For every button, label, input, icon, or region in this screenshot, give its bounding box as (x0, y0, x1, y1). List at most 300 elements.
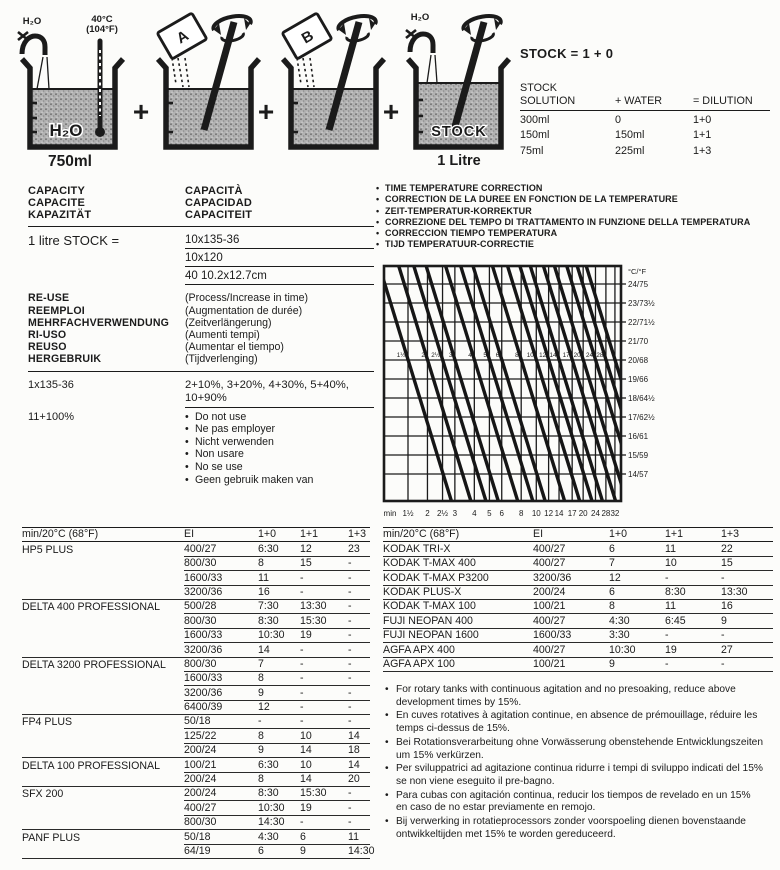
list-item-text: CORREZIONE DEL TEMPO DI TRATTAMENTO IN FUNZIONE DELLA TEMPERATURA (385, 216, 751, 227)
bullet-icon: • (185, 460, 189, 473)
dev-time-cell: - (300, 644, 348, 658)
dev-time-cell: - (258, 715, 300, 729)
dev-time-cell: 14:30 (258, 816, 300, 830)
film-name-cell: KODAK PLUS-X (383, 586, 533, 600)
dev-time-cell: - (300, 658, 348, 672)
table-row (22, 844, 375, 859)
do-not-use-list (185, 408, 374, 487)
dev-time-cell: 13:30 (721, 586, 773, 600)
dev-time-cell: 50/18 (184, 831, 258, 845)
dev-time-cell: 400/27 (533, 615, 609, 629)
bullet-icon: • (376, 183, 380, 193)
dev-time-cell: 8 (258, 557, 300, 571)
bullet-icon: • (385, 684, 389, 695)
dev-time-cell: 6 (258, 845, 300, 859)
table-row (383, 658, 773, 672)
table-row (22, 557, 370, 571)
table-row (22, 629, 370, 643)
svg-text:19/66: 19/66 (628, 375, 649, 384)
thermometer-temp-c: 40°C (91, 14, 113, 25)
table-row (22, 672, 370, 686)
bullet-icon: • (185, 448, 189, 461)
list-item: KAPAZITÄT (28, 208, 92, 221)
dilution-cell: 75ml (520, 144, 544, 157)
stock-capacity-label: 1 litre STOCK = (28, 233, 120, 249)
table-header-cell: min/20°C (68°F) (383, 528, 533, 542)
list-item: CAPACITEIT (185, 208, 253, 221)
table-header-cell: 1+3 (348, 528, 370, 542)
dev-time-cell: 6 (609, 586, 665, 600)
bullet-icon: • (185, 410, 189, 423)
dev-time-cell: 7 (258, 658, 300, 672)
table-header-cell: 1+1 (300, 528, 348, 542)
film-name-cell: PANF PLUS (22, 831, 81, 844)
dev-time-cell: 500/28 (184, 600, 258, 614)
dev-time-cell: 11 (665, 600, 721, 614)
list-item (185, 436, 374, 449)
bullet-icon: • (385, 789, 389, 801)
list-item (376, 239, 778, 250)
dev-time-cell: 3200/36 (184, 586, 258, 600)
dev-time-cell: 10 (665, 557, 721, 571)
dev-time-cell: 12 (258, 701, 300, 715)
svg-text:8: 8 (515, 352, 519, 359)
film-name-cell (22, 642, 184, 643)
beaker-part-a (157, 13, 259, 147)
film-name-cell (22, 656, 184, 658)
time-temp-diagonal-line (426, 266, 498, 501)
list-item (385, 684, 763, 709)
bullet-icon: • (385, 816, 389, 828)
svg-text:5: 5 (487, 509, 492, 518)
list-item: (Aumenti tempi) (185, 329, 260, 341)
dev-time-cell: 14 (258, 644, 300, 658)
dev-time-cell: 7 (609, 557, 665, 571)
dev-time-cell: 3200/36 (184, 687, 258, 701)
dev-time-cell: 14:30 (348, 844, 375, 857)
svg-text:15/59: 15/59 (628, 451, 649, 460)
dev-time-cell: 400/27 (533, 644, 609, 658)
dev-time-cell: 200/24 (184, 787, 258, 801)
dev-time-cell: - (721, 658, 773, 672)
dev-time-cell: 12 (300, 543, 348, 557)
dev-times-table-other-brands (383, 527, 773, 672)
film-name-cell (22, 785, 184, 787)
dilution-cell: 150ml (615, 129, 645, 141)
beaker-part-b (282, 13, 384, 147)
svg-text:12: 12 (539, 352, 547, 359)
list-item-text: For rotary tanks with continuous agitation and no presoaking, reduce above development times by 15%. (396, 684, 736, 708)
time-temp-diagonal-line (473, 266, 545, 501)
dev-time-cell: 9 (300, 845, 348, 859)
dev-time-cell: 16 (258, 586, 300, 600)
svg-text:12: 12 (544, 509, 554, 518)
film-name-cell: HP5 PLUS (22, 543, 74, 556)
dev-time-cell: 10 (300, 730, 348, 744)
dev-time-cell: 15:30 (300, 787, 348, 801)
list-item-text: Per sviluppatrici ad agitazione continua ridurre i tempi di sviluppo indicati del 15% se non viene eseguito il pre-bagno. (396, 763, 763, 787)
capacity-heading-left (28, 186, 185, 221)
table-header-cell: 1+0 (609, 528, 665, 542)
film-name-cell: KODAK TRI-X (383, 543, 533, 557)
table-row (383, 614, 773, 628)
reuse-labels (28, 292, 185, 365)
dev-time-cell: - (300, 816, 348, 830)
dev-time-cell: 800/30 (184, 557, 258, 571)
list-item-text: TIJD TEMPERATUUR-CORRECTIE (385, 239, 534, 250)
dilution-cell: 225ml (615, 144, 645, 157)
dilution-header-line1: STOCK (520, 82, 557, 94)
list-item-text: Para cubas con agitación continua, reducir los tiempos de revelado en un 15% en caso de no estar previamente en remojo. (396, 789, 751, 814)
svg-text:20/68: 20/68 (628, 356, 649, 365)
dev-time-cell: 3200/36 (533, 572, 609, 586)
dev-time-cell: 50/18 (184, 715, 258, 729)
dev-time-cell: - (348, 644, 370, 658)
dev-time-cell: 100/21 (184, 759, 258, 773)
dev-time-cell: - (348, 557, 370, 571)
film-name-cell: DELTA 400 PROFESSIONAL (22, 601, 160, 614)
film-name-cell: DELTA 100 PROFESSIONAL (22, 759, 160, 772)
time-temperature-chart (382, 264, 682, 529)
dev-time-cell: 6 (300, 831, 348, 845)
dev-time-cell: 3:30 (609, 629, 665, 643)
dev-time-cell: 400/27 (184, 802, 258, 816)
chemical-packet-a-icon (157, 13, 207, 59)
dev-time-cell: 18 (348, 744, 370, 758)
dev-time-cell: - (665, 658, 721, 672)
film-name-cell (22, 700, 184, 701)
dev-time-cell: 400/27 (184, 543, 258, 557)
table-row (22, 715, 370, 729)
list-item-text: TIME TEMPERATURE CORRECTION (385, 183, 543, 193)
dev-time-cell: 1600/33 (533, 629, 609, 643)
time-temperature-heading-list (376, 183, 778, 251)
reuse-row2-label: 11+100% (28, 410, 74, 423)
dev-time-cell: 800/30 (184, 615, 258, 629)
list-item: REUSO (28, 341, 67, 354)
dev-time-cell: 12 (609, 572, 665, 586)
dev-time-cell: 22 (721, 543, 773, 557)
dev-time-cell: 19 (300, 629, 348, 643)
svg-text:24/75: 24/75 (628, 280, 649, 289)
dev-time-cell: - (348, 572, 370, 586)
dilution-table-header (520, 82, 770, 111)
dev-time-cell: 64/19 (184, 845, 258, 859)
list-item-text: Do not use (195, 410, 247, 423)
bullet-icon: • (385, 710, 389, 722)
dev-time-cell: 11 (665, 543, 721, 557)
dev-time-cell: 19 (665, 644, 721, 658)
dev-time-cell: 200/24 (184, 744, 258, 758)
pour-stream-a (172, 58, 189, 87)
table-header-row (22, 527, 370, 542)
dev-times-table-ilford (22, 527, 375, 859)
svg-text:4: 4 (468, 352, 472, 359)
table-header-cell: 1+1 (665, 528, 721, 542)
list-item-text: Non usare (195, 448, 244, 461)
dev-time-cell: 8:30 (665, 586, 721, 600)
plus-sign-2: + (257, 96, 275, 127)
dilution-cell: 1+0 (693, 113, 712, 126)
dev-time-cell: 13:30 (300, 600, 348, 614)
list-item (185, 461, 374, 474)
dev-time-cell: 200/24 (184, 773, 258, 787)
table-row (22, 816, 370, 830)
list-item: (Aumentar el tiempo) (185, 341, 284, 354)
divider (28, 226, 374, 227)
film-name-cell: AGFA APX 400 (383, 644, 533, 658)
dev-time-cell: - (300, 715, 348, 729)
time-temp-diagonal-line (461, 266, 533, 501)
list-item (385, 737, 763, 762)
film-name-cell: KODAK T-MAX 100 (383, 600, 533, 614)
dev-time-cell: 23 (348, 543, 370, 557)
table-row (22, 830, 370, 844)
table-header-cell: min/20°C (68°F) (22, 528, 184, 542)
dev-time-cell: 8 (258, 672, 300, 686)
film-name-cell (22, 756, 184, 758)
film-name-cell: AGFA APX 100 (383, 658, 533, 672)
film-name-cell: DELTA 3200 PROFESSIONAL (22, 658, 166, 671)
dev-time-cell: - (348, 816, 370, 830)
list-item: REEMPLOI (28, 304, 85, 317)
svg-text:17: 17 (567, 509, 577, 518)
bullet-icon: • (376, 216, 380, 227)
dev-time-cell: 20 (348, 773, 370, 787)
table-header-cell: 1+3 (721, 528, 773, 542)
dilution-cell: 300ml (520, 113, 550, 126)
mixing-diagram (10, 8, 520, 178)
list-item-text: CORRECCION TIEMPO TEMPERATURA (385, 228, 558, 239)
dev-time-cell: - (348, 629, 370, 643)
dev-time-cell: 27 (721, 644, 773, 658)
list-item: (Augmentation de durée) (185, 304, 303, 317)
list-item: HERGEBRUIK (28, 353, 102, 366)
table-row (22, 586, 370, 600)
svg-text:2½: 2½ (436, 509, 449, 518)
capacity-section (28, 186, 374, 486)
tap-water-label: H₂O (410, 12, 430, 23)
list-item (185, 474, 374, 487)
film-name-cell (22, 570, 184, 571)
list-item (185, 411, 374, 424)
bullet-icon: • (385, 736, 389, 748)
dev-time-cell: - (348, 701, 370, 715)
list-item: 10x135-36 (185, 231, 374, 249)
beaker4-volume-label: 1 Litre (437, 153, 481, 169)
plus-sign-1: + (132, 96, 150, 127)
list-item: 40 10.2x12.7cm (185, 267, 374, 285)
packet-a-label: A (173, 27, 192, 48)
reuse-notes (185, 292, 374, 365)
dev-time-cell: 6 (609, 543, 665, 557)
dev-time-cell: 8:30 (258, 787, 300, 801)
plus-sign-3: + (382, 96, 400, 127)
water-tap-icon (406, 30, 437, 83)
list-item-text: No se use (195, 460, 243, 473)
bullet-icon: • (376, 228, 380, 239)
svg-text:3: 3 (448, 352, 453, 359)
dev-time-cell: 800/30 (184, 658, 258, 672)
film-name-cell: FP4 PLUS (22, 716, 73, 729)
dev-time-cell: 14 (348, 759, 370, 773)
rotary-processing-footnotes (385, 684, 763, 842)
dev-time-cell: 1600/33 (184, 672, 258, 686)
dev-time-cell: - (300, 687, 348, 701)
time-temp-diagonal-line (396, 266, 471, 501)
dev-time-cell: 14 (300, 744, 348, 758)
packet-b-label: B (298, 27, 317, 48)
list-item-text: Geen gebruik maken van (195, 473, 314, 486)
table-header-cell: EI (533, 528, 609, 542)
list-item-text: CORRECTION DE LA DUREE EN FONCTION DE LA TEMPERATURE (385, 194, 678, 205)
dev-time-cell: 16 (721, 600, 773, 614)
dev-time-cell: 9 (258, 744, 300, 758)
dev-time-cell: 10:30 (258, 802, 300, 816)
dev-time-cell: - (300, 586, 348, 600)
dilution-header-cell: SOLUTION (520, 95, 576, 107)
list-item (376, 206, 778, 217)
dev-time-cell: 4:30 (609, 615, 665, 629)
svg-text:min: min (383, 509, 397, 518)
pour-stream-b (297, 58, 314, 87)
dev-time-cell: 8:30 (258, 615, 300, 629)
dev-time-cell: 100/21 (533, 658, 609, 672)
list-item: CAPACIDAD (185, 196, 252, 209)
dilution-cell: 1+3 (693, 144, 712, 157)
dev-time-cell: 14 (300, 773, 348, 787)
film-name-cell (22, 743, 184, 744)
dev-time-cell: 8 (258, 730, 300, 744)
table-header-cell: EI (184, 528, 258, 542)
svg-text:18/64½: 18/64½ (628, 394, 655, 403)
film-name-cell (22, 685, 184, 686)
film-name-cell (22, 585, 184, 586)
dev-time-cell: 1600/33 (184, 572, 258, 586)
table-row (22, 787, 370, 801)
dev-time-cell: 3200/36 (184, 644, 258, 658)
dev-time-cell: 11 (258, 572, 300, 586)
time-temp-diagonal-line (508, 266, 580, 501)
dev-time-cell: 9 (609, 658, 665, 672)
svg-text:24: 24 (585, 352, 593, 359)
dev-time-cell: 4:30 (258, 831, 300, 845)
table-row (22, 643, 370, 657)
dilution-row (520, 142, 770, 158)
bullet-icon: • (185, 423, 189, 436)
divider (28, 371, 374, 372)
film-name-cell (22, 713, 184, 715)
list-item (376, 217, 778, 228)
dev-time-cell: 9 (258, 687, 300, 701)
time-temp-diagonal-line (382, 266, 451, 501)
beaker1-water-label: H₂O (49, 121, 83, 140)
svg-text:23/73½: 23/73½ (628, 299, 655, 308)
beaker-750ml (18, 14, 123, 170)
svg-text:14: 14 (549, 352, 557, 359)
list-item: RE-USE (28, 292, 70, 305)
dev-time-cell: 10:30 (258, 629, 300, 643)
bullet-icon: • (376, 239, 380, 250)
dev-time-cell: 6400/39 (184, 701, 258, 715)
svg-text:20: 20 (578, 509, 588, 518)
dev-time-cell: 10 (300, 759, 348, 773)
film-name-cell (22, 598, 184, 600)
table-row (22, 542, 370, 556)
list-item: CAPACITE (28, 196, 86, 209)
bullet-icon: • (376, 205, 380, 216)
capacity-heading-right (185, 186, 374, 221)
dev-time-cell: - (348, 658, 370, 672)
table-row (22, 758, 370, 772)
svg-text:28: 28 (596, 352, 604, 359)
svg-text:1½: 1½ (396, 352, 406, 359)
film-name-cell: FUJI NEOPAN 1600 (383, 629, 533, 643)
dev-time-cell: 10:30 (609, 644, 665, 658)
dev-time-cell: - (721, 629, 773, 643)
dilution-table (520, 82, 770, 158)
svg-text:2: 2 (425, 509, 430, 518)
film-name-cell: SFX 200 (22, 788, 64, 801)
dev-time-cell: 14 (348, 730, 370, 744)
dev-time-cell: 19 (300, 802, 348, 816)
thermometer-temp-f: (104°F) (86, 24, 118, 35)
film-name-cell (22, 857, 184, 859)
list-item: RI-USO (28, 329, 67, 341)
dev-time-cell: 8 (609, 600, 665, 614)
svg-text:10: 10 (531, 509, 541, 518)
svg-text:20: 20 (573, 352, 581, 359)
list-item (376, 228, 778, 239)
dev-time-cell: 15 (721, 557, 773, 571)
svg-text:17: 17 (562, 352, 570, 359)
svg-text:4: 4 (472, 509, 477, 518)
list-item (376, 183, 778, 194)
list-item: MEHRFACHVERWENDUNG (28, 316, 170, 329)
bullet-icon: • (185, 435, 189, 448)
table-row (22, 729, 370, 743)
dev-time-cell: 9 (721, 615, 773, 629)
svg-text:28: 28 (601, 509, 611, 518)
time-temp-diagonal-line (446, 266, 518, 501)
time-temp-diagonal-line (414, 266, 486, 501)
table-row (383, 629, 773, 643)
dev-time-cell: 800/30 (184, 816, 258, 830)
dev-time-cell: 7:30 (258, 600, 300, 614)
svg-text:2½: 2½ (431, 352, 441, 359)
dev-time-cell: 125/22 (184, 730, 258, 744)
dev-time-cell: 8 (258, 773, 300, 787)
svg-text:32: 32 (610, 509, 620, 518)
dev-time-cell: 15 (300, 557, 348, 571)
dev-time-cell: 200/24 (533, 586, 609, 600)
svg-text:14/57: 14/57 (628, 470, 649, 479)
film-name-cell: KODAK T-MAX 400 (383, 557, 533, 571)
table-row (22, 614, 370, 628)
dev-time-cell: - (348, 715, 370, 729)
dev-time-cell: 100/21 (533, 600, 609, 614)
bullet-icon: • (376, 194, 380, 205)
list-item: CAPACITY (28, 185, 86, 197)
dev-time-cell: 400/27 (533, 557, 609, 571)
list-item-text: En cuves rotatives à agitation continue, en absence de prémouillage, réduire les temps ci-dessus de 15%. (396, 710, 758, 735)
list-item: (Tijdverlenging) (185, 353, 258, 366)
table-row (383, 643, 773, 657)
dilution-header-cell: = DILUTION (693, 95, 753, 107)
film-name-cell (22, 815, 184, 816)
list-item (185, 423, 374, 436)
dev-time-cell: 1600/33 (184, 629, 258, 643)
